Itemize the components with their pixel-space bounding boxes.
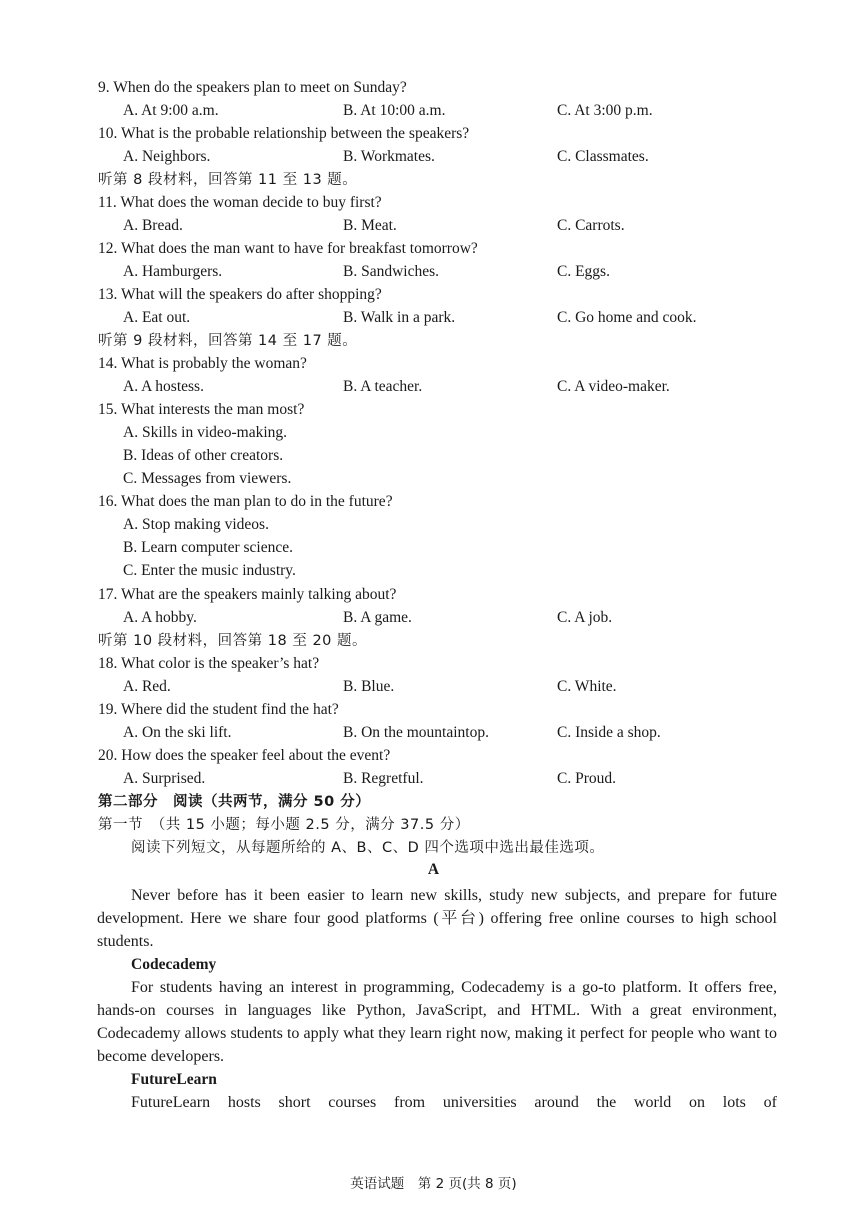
question-15-option-c: C. Messages from viewers.	[123, 470, 292, 487]
question-14-option-c: C. A video-maker.	[557, 378, 670, 395]
question-12-option-b: B. Sandwiches.	[343, 263, 440, 280]
passage-paragraph-3: FutureLearn hosts short courses from universities around the world on lots of	[131, 1094, 777, 1111]
question-18-stem: 18. What color is the speaker’s hat?	[98, 655, 320, 672]
question-16-option-c: C. Enter the music industry.	[123, 562, 296, 579]
question-18-option-a: A. Red.	[123, 678, 171, 695]
question-13-option-c: C. Go home and cook.	[557, 309, 697, 326]
question-13-option-b: B. Walk in a park.	[343, 309, 456, 326]
instruction-segment-9: 听第 9 段材料，回答第 14 至 17 题。	[98, 333, 358, 349]
question-13-stem: 13. What will the speakers do after shopping?	[98, 286, 382, 303]
question-15-option-b: B. Ideas of other creators.	[123, 447, 284, 464]
question-16-option-b: B. Learn computer science.	[123, 539, 293, 556]
question-14-option-b: B. A teacher.	[343, 378, 423, 395]
question-11-option-a: A. Bread.	[123, 217, 183, 234]
question-12-option-c: C. Eggs.	[557, 263, 610, 280]
platform-heading-futurelearn: FutureLearn	[131, 1071, 217, 1088]
reading-directions: 阅读下列短文，从每题所给的 A、B、C、D 四个选项中选出最佳选项。	[131, 840, 605, 856]
question-16-stem: 16. What does the man plan to do in the future?	[98, 493, 393, 510]
question-19-stem: 19. Where did the student find the hat?	[98, 701, 339, 718]
passage-label: A	[427, 861, 440, 878]
question-20-option-c: C. Proud.	[557, 770, 616, 787]
passage-paragraph-1: Never before has it been easier to learn new skills, study new subjects, and prepare for future development. Here we share four good platforms (平台) offering free online courses to high school students.	[97, 887, 777, 950]
question-11-option-c: C. Carrots.	[557, 217, 625, 234]
question-20-option-a: A. Surprised.	[123, 770, 206, 787]
page-footer: 英语试题 第 2 页(共 8 页)	[350, 1176, 517, 1192]
question-10-option-b: B. Workmates.	[343, 148, 435, 165]
question-19-option-b: B. On the mountaintop.	[343, 724, 489, 741]
question-18-option-c: C. White.	[557, 678, 617, 695]
question-20-stem: 20. How does the speaker feel about the event?	[98, 747, 391, 764]
question-15-option-a: A. Skills in video-making.	[123, 424, 288, 441]
question-9-option-a: A. At 9:00 a.m.	[123, 102, 219, 119]
question-9-stem: 9. When do the speakers plan to meet on Sunday?	[98, 79, 407, 96]
instruction-segment-10: 听第 10 段材料，回答第 18 至 20 题。	[98, 633, 368, 649]
question-9-option-b: B. At 10:00 a.m.	[343, 102, 446, 119]
part-two-heading: 第二部分 阅读（共两节，满分 50 分）	[98, 794, 371, 810]
question-16-option-a: A. Stop making videos.	[123, 516, 269, 533]
question-17-stem: 17. What are the speakers mainly talking about?	[98, 586, 397, 603]
section-one-heading: 第一节 （共 15 小题；每小题 2.5 分，满分 37.5 分）	[98, 817, 470, 833]
question-19-option-a: A. On the ski lift.	[123, 724, 232, 741]
question-11-stem: 11. What does the woman decide to buy first?	[98, 194, 382, 211]
question-10-option-a: A. Neighbors.	[123, 148, 211, 165]
platform-heading-codecademy: Codecademy	[131, 956, 217, 973]
question-15-stem: 15. What interests the man most?	[98, 401, 305, 418]
question-18-option-b: B. Blue.	[343, 678, 395, 695]
passage-paragraph-2: For students having an interest in programming, Codecademy is a go-to platform. It offers free, hands-on courses in languages like Python, JavaScript, and HTML. With a great environment, Codecademy allows students to apply what they learn right now, making it perfect for people who want to become developers.	[97, 979, 777, 1065]
question-12-stem: 12. What does the man want to have for breakfast tomorrow?	[98, 240, 478, 257]
question-12-option-a: A. Hamburgers.	[123, 263, 223, 280]
question-11-option-b: B. Meat.	[343, 217, 397, 234]
question-20-option-b: B. Regretful.	[343, 770, 424, 787]
instruction-segment-8: 听第 8 段材料，回答第 11 至 13 题。	[98, 172, 358, 188]
question-17-option-a: A. A hobby.	[123, 609, 197, 626]
question-17-option-b: B. A game.	[343, 609, 412, 626]
question-14-option-a: A. A hostess.	[123, 378, 204, 395]
question-19-option-c: C. Inside a shop.	[557, 724, 661, 741]
question-9-option-c: C. At 3:00 p.m.	[557, 102, 653, 119]
question-10-option-c: C. Classmates.	[557, 148, 649, 165]
question-13-option-a: A. Eat out.	[123, 309, 191, 326]
question-17-option-c: C. A job.	[557, 609, 613, 626]
question-10-stem: 10. What is the probable relationship between the speakers?	[98, 125, 470, 142]
question-14-stem: 14. What is probably the woman?	[98, 355, 307, 372]
